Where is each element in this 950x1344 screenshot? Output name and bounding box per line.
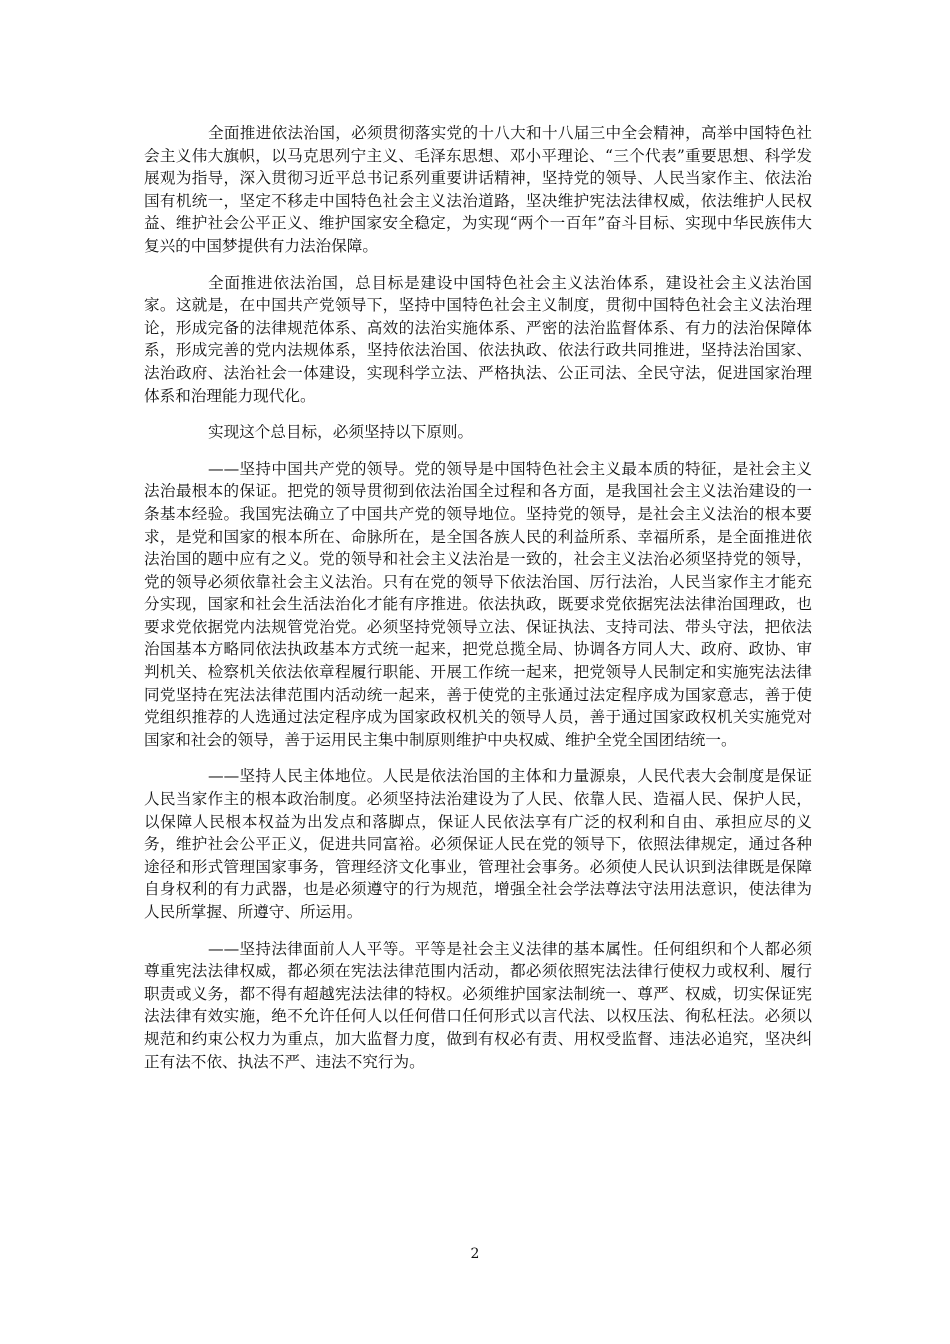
paragraph-5: ——坚持人民主体地位。人民是依法治国的主体和力量源泉，人民代表大会制度是保证人民当家作主的根本政治制度。必须坚持法治建设为了人民、依靠人民、造福人民、保护人民，以保障人民根本权益为出发点和落脚点，保证人民依法享有广泛的权利和自由、承担应尽的义务，维护社会公平正义，促进共同富裕。必须保证人民在党的领导下，依照法律规定，通过各种途径和形式管理国家事务，管理经济文化事业，管理社会事务。必须使人民认识到法律既是保障自身权利的有力武器，也是必须遵守的行为规范，增强全社会学法尊法守法用法意识，使法律为人民所掌握、所遵守、所运用。 xyxy=(144,767,812,921)
paragraph-1: 全面推进依法治国，必须贯彻落实党的十八大和十八届三中全会精神，高举中国特色社会主义伟大旗帜，以马克思列宁主义、毛泽东思想、邓小平理论、“三个代表”重要思想、科学发展观为指导，深入贯彻习近平总书记系列重要讲话精神，坚持党的领导、人民当家作主、依法治国有机统一，坚定不移走中国特色社会主义法治道路，坚决维护宪法法律权威，依法维护人民权益、维护社会公平正义、维护国家安全稳定，为实现“两个一百年”奋斗目标、实现中华民族伟大复兴的中国梦提供有力法治保障。 xyxy=(144,124,812,255)
paragraph-3: 实现这个总目标，必须坚持以下原则。 xyxy=(208,423,474,442)
document-body xyxy=(144,122,812,1073)
page-number: 2 xyxy=(470,1246,480,1262)
paragraph-4: ——坚持中国共产党的领导。党的领导是中国特色社会主义最本质的特征，是社会主义法治最根本的保证。把党的领导贯彻到依法治国全过程和各方面，是我国社会主义法治建设的一条基本经验。我国宪法确立了中国共产党的领导地位。坚持党的领导，是社会主义法治的根本要求，是党和国家的根本所在、命脉所在，是全国各族人民的利益所系、幸福所系，是全面推进依法治国的题中应有之义。党的领导和社会主义法治是一致的，社会主义法治必须坚持党的领导，党的领导必须依靠社会主义法治。只有在党的领导下依法治国、厉行法治，人民当家作主才能充分实现，国家和社会生活法治化才能有序推进。依法执政，既要求党依据宪法法律治国理政，也要求党依据党内法规管党治党。必须坚持党领导立法、保证执法、支持司法、带头守法，把依法治国基本方略同依法执政基本方式统一起来，把党总揽全局、协调各方同人大、政府、政协、审判机关、检察机关依法依章程履行职能、开展工作统一起来，把党领导人民制定和实施宪法法律同党坚持在宪法法律范围内活动统一起来，善于使党的主张通过法定程序成为国家意志，善于使党组织推荐的人选通过法定程序成为国家政权机关的领导人员，善于通过国家政权机关实施党对国家和社会的领导，善于运用民主集中制原则维护中央权威、维护全党全国团结统一。 xyxy=(144,459,812,749)
paragraph-6: ——坚持法律面前人人平等。平等是社会主义法律的基本属性。任何组织和个人都必须尊重宪法法律权威，都必须在宪法法律范围内活动，都必须依照宪法法律行使权力或权利、履行职责或义务，都不得有超越宪法法律的特权。必须维护国家法制统一、尊严、权威，切实保证宪法法律有效实施，绝不允许任何人以任何借口任何形式以言代法、以权压法、徇私枉法。必须以规范和约束公权力为重点，加大监督力度，做到有权必有责、用权受监督、违法必追究，坚决纠正有法不依、执法不严、违法不究行为。 xyxy=(144,939,812,1071)
paragraph-2: 全面推进依法治国，总目标是建设中国特色社会主义法治体系，建设社会主义法治国家。这就是，在中国共产党领导下，坚持中国特色社会主义制度，贯彻中国特色社会主义法治理论，形成完备的法律规范体系、高效的法治实施体系、严密的法治监督体系、有力的法治保障体系，形成完善的党内法规体系，坚持依法治国、依法执政、依法行政共同推进，坚持法治国家、法治政府、法治社会一体建设，实现科学立法、严格执法、公正司法、全民守法，促进国家治理体系和治理能力现代化。 xyxy=(144,273,812,405)
